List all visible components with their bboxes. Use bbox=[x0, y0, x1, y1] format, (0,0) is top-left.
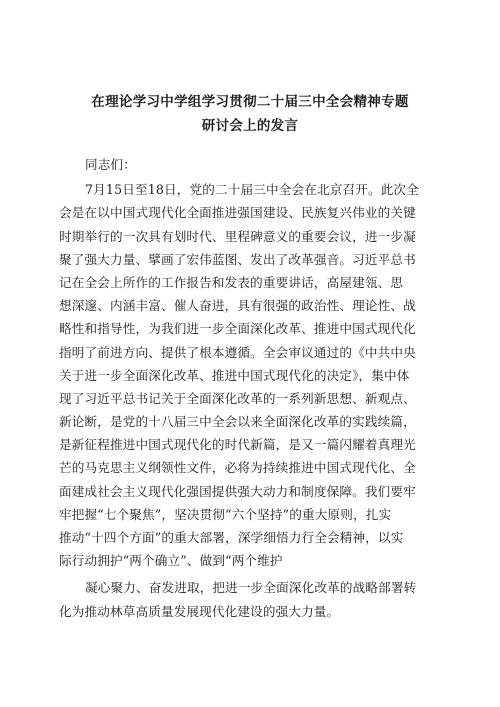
salutation: 同志们： bbox=[85, 157, 136, 172]
paragraph-line: 牢把握“七个聚焦”，坚决贯彻“六个坚持”的重大原则，扎实 bbox=[59, 506, 392, 522]
paragraph-line: 时期举行的一次具有划时代、里程碑意义的重要会议，进一步凝 bbox=[59, 228, 416, 244]
document-body bbox=[59, 153, 444, 623]
title-line-2: 研讨会上的发言 bbox=[201, 118, 299, 134]
paragraph-line: 指明了前进方向、提供了根本遵循。全会审议通过的《中共中央 bbox=[59, 344, 416, 360]
paragraph-line: 面建成社会主义现代化强国提供强大动力和制度保障。我们要牢 bbox=[59, 483, 416, 499]
paragraph-line: 会是在以中国式现代化全面推进强国建设、民族复兴伟业的关键 bbox=[59, 205, 416, 221]
paragraph-line: 7月15日至18日，党的二十届三中全会在北京召开。此次全 bbox=[85, 182, 419, 198]
paragraph-line: 芒的马克思主义纲领性文件，必将为持续推进中国式现代化、全 bbox=[59, 460, 416, 476]
paragraph-1 bbox=[59, 178, 444, 572]
paragraph-line: 是新征程推进中国式现代化的时代新篇，是又一篇闪耀着真理光 bbox=[59, 437, 416, 453]
paragraph-line: 想深邃、内涵丰富、催人奋进，具有很强的政治性、理论性、战 bbox=[59, 298, 416, 314]
paragraph-line: 聚了强大力量、擘画了宏伟蓝图、发出了改革强音。习近平总书 bbox=[59, 251, 416, 267]
paragraph-line: 推动“十四个方面”的重大部署，深学细悟力行全会精神，以实 bbox=[59, 530, 404, 545]
paragraph-line: 略性和指导性，为我们进一步全面深化改革、推进中国式现代化 bbox=[59, 321, 416, 337]
title-line-1: 在理论学习中学组学习贯彻二十届三中全会精神专题 bbox=[91, 94, 409, 110]
document-title bbox=[0, 90, 500, 138]
paragraph-2 bbox=[59, 576, 444, 622]
paragraph-line: 新论断，是党的十八届三中全会以来全面深化改革的实践续篇， bbox=[59, 414, 416, 430]
paragraph-line: 现了习近平总书记关于全面深化改革的一系列新思想、新观点、 bbox=[59, 390, 416, 406]
paragraph-line: 关于进一步全面深化改革、推进中国式现代化的决定》，集中体 bbox=[59, 367, 410, 383]
paragraph-line: 际行动拥护“两个确立”、做到“两个维护 bbox=[59, 553, 283, 569]
paragraph-line: 化为推动林草高质量发展现代化建设的强大力量。 bbox=[59, 603, 340, 619]
paragraph-line: 凝心聚力、奋发进取，把进一步全面深化改革的战略部署转 bbox=[85, 580, 417, 596]
paragraph-line: 记在全会上所作的工作报告和发表的重要讲话，高屋建瓴、思 bbox=[59, 274, 404, 290]
